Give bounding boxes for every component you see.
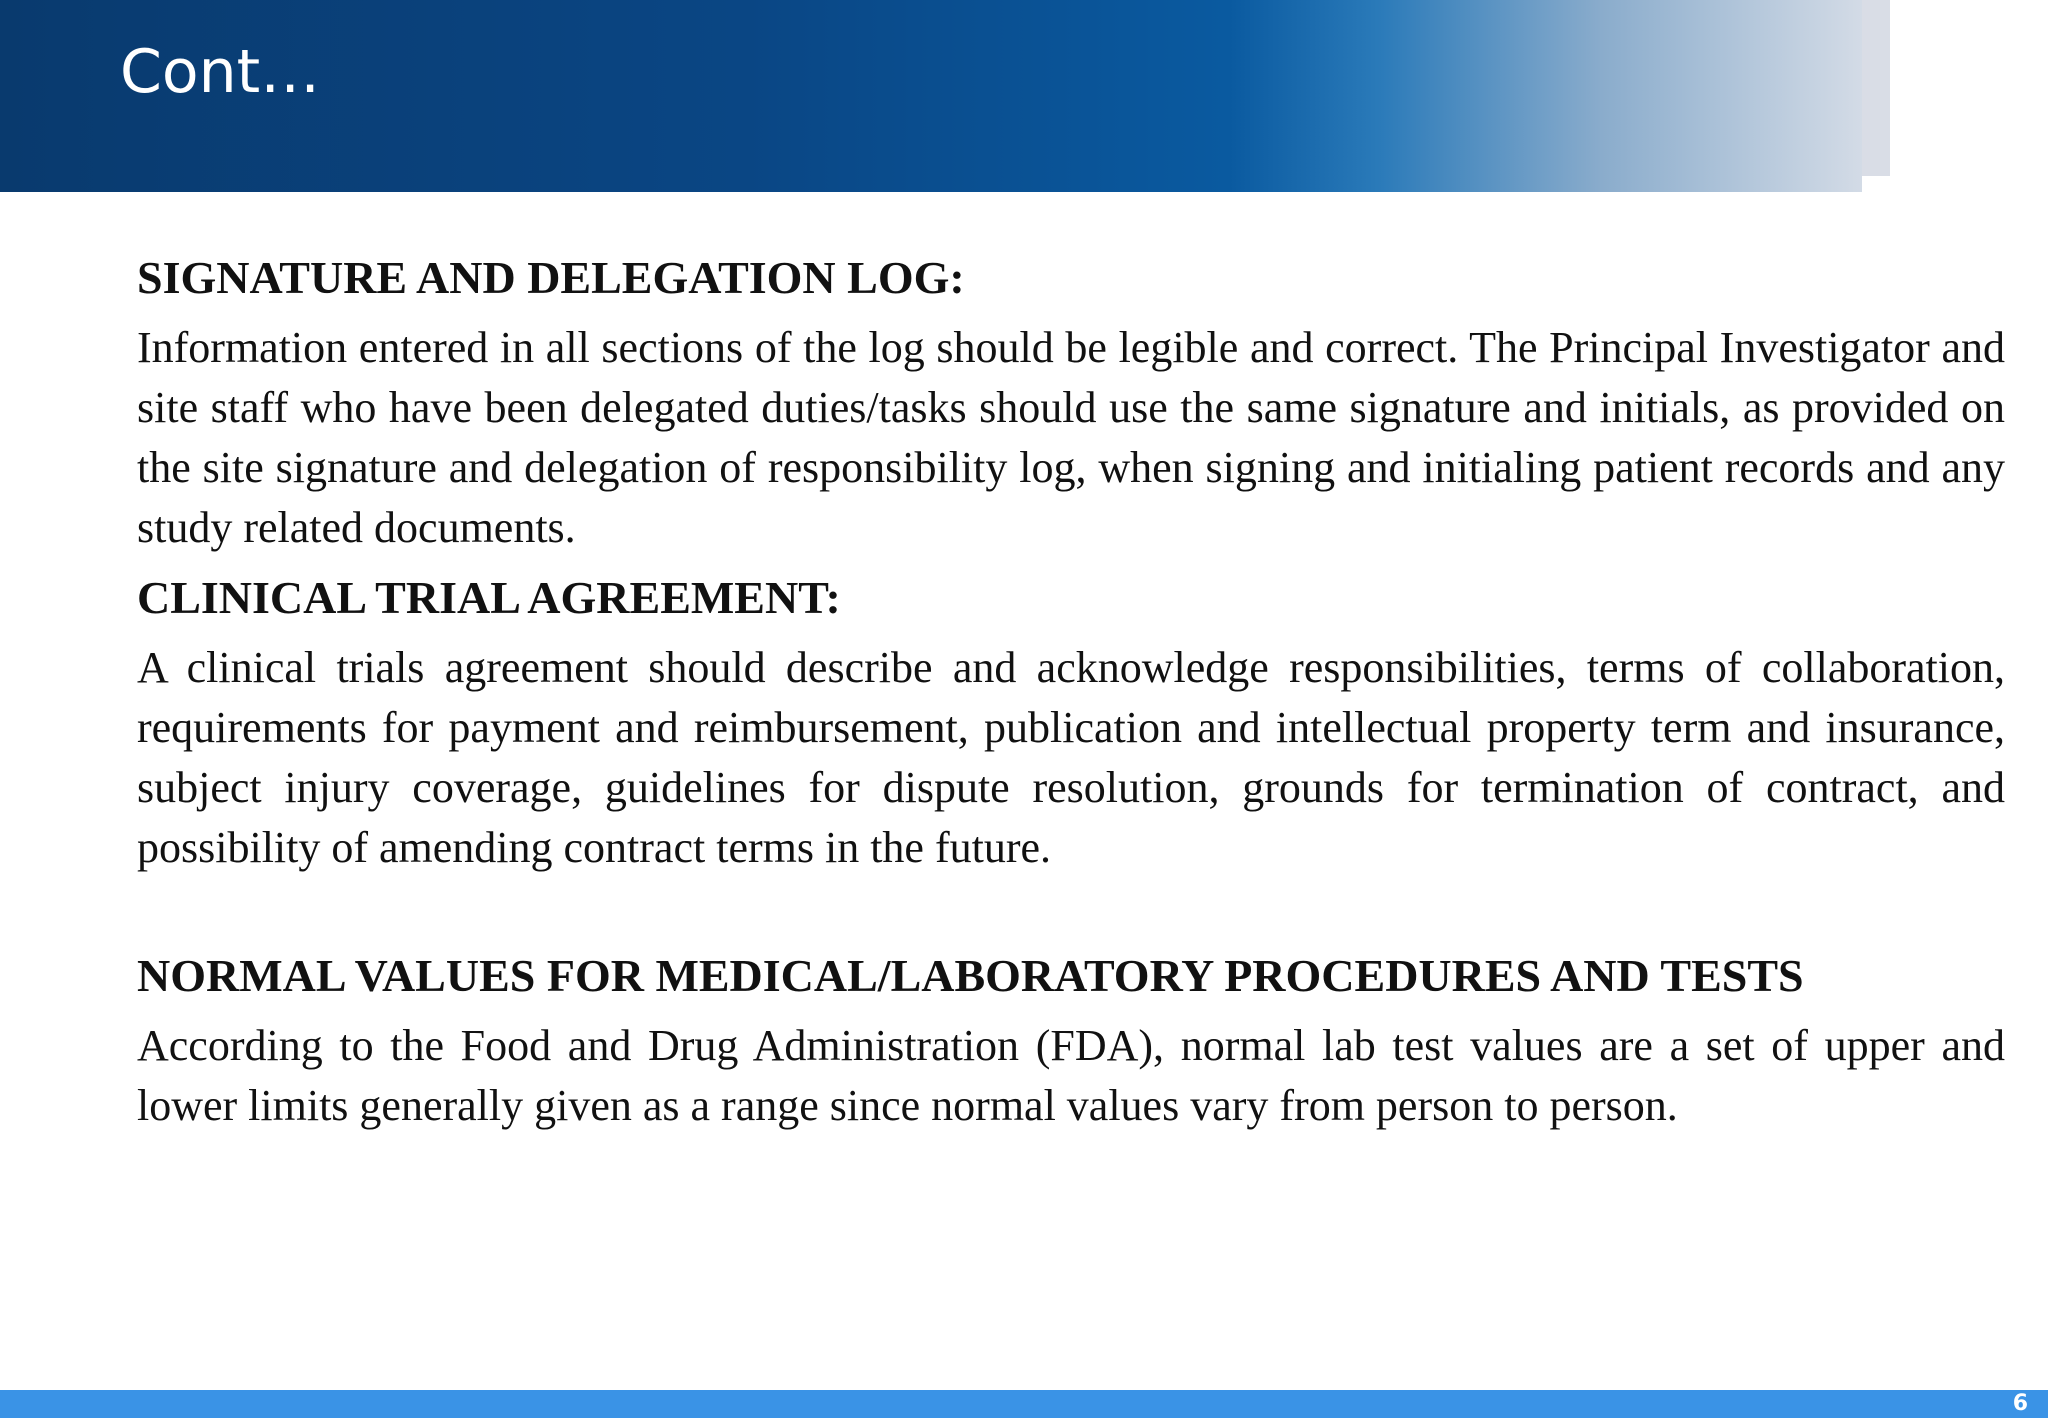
section-heading: SIGNATURE AND DELEGATION LOG:	[137, 252, 965, 303]
section-body: According to the Food and Drug Administration (FDA), normal lab test values are a set of upper and lower limits generally given as a range since normal values vary from person to person.	[137, 1021, 2005, 1130]
section-body: Information entered in all sections of the log should be legible and correct. The Principal Investigator and site staff who have been delegated duties/tasks should use the same signature and initials, as provided on the site signature and delegation of responsibility log, when signing and initialing patient records and any study related documents.	[137, 323, 2005, 552]
section-signature-delegation-log	[137, 248, 2005, 558]
section-body: A clinical trials agreement should describe and acknowledge responsibilities, terms of collaboration, requirements for payment and reimbursement, publication and intellectual property term and insurance, subject injury coverage, guidelines for dispute resolution, grounds for termination of contract, and possibility of amending contract terms in the future.	[137, 643, 2005, 872]
section-spacer	[137, 888, 2005, 946]
section-heading: CLINICAL TRIAL AGREEMENT:	[137, 572, 841, 623]
slide-title: Cont…	[120, 37, 321, 107]
section-heading: NORMAL VALUES FOR MEDICAL/LABORATORY PROCEDURES AND TESTS	[137, 950, 1804, 1001]
section-normal-values	[137, 946, 2005, 1136]
page-number: 6	[2012, 1391, 2028, 1416]
footer-bar	[0, 1390, 2048, 1418]
title-bar-shadow	[1862, 0, 1890, 176]
section-clinical-trial-agreement	[137, 568, 2005, 878]
slide-content	[137, 248, 2005, 1146]
